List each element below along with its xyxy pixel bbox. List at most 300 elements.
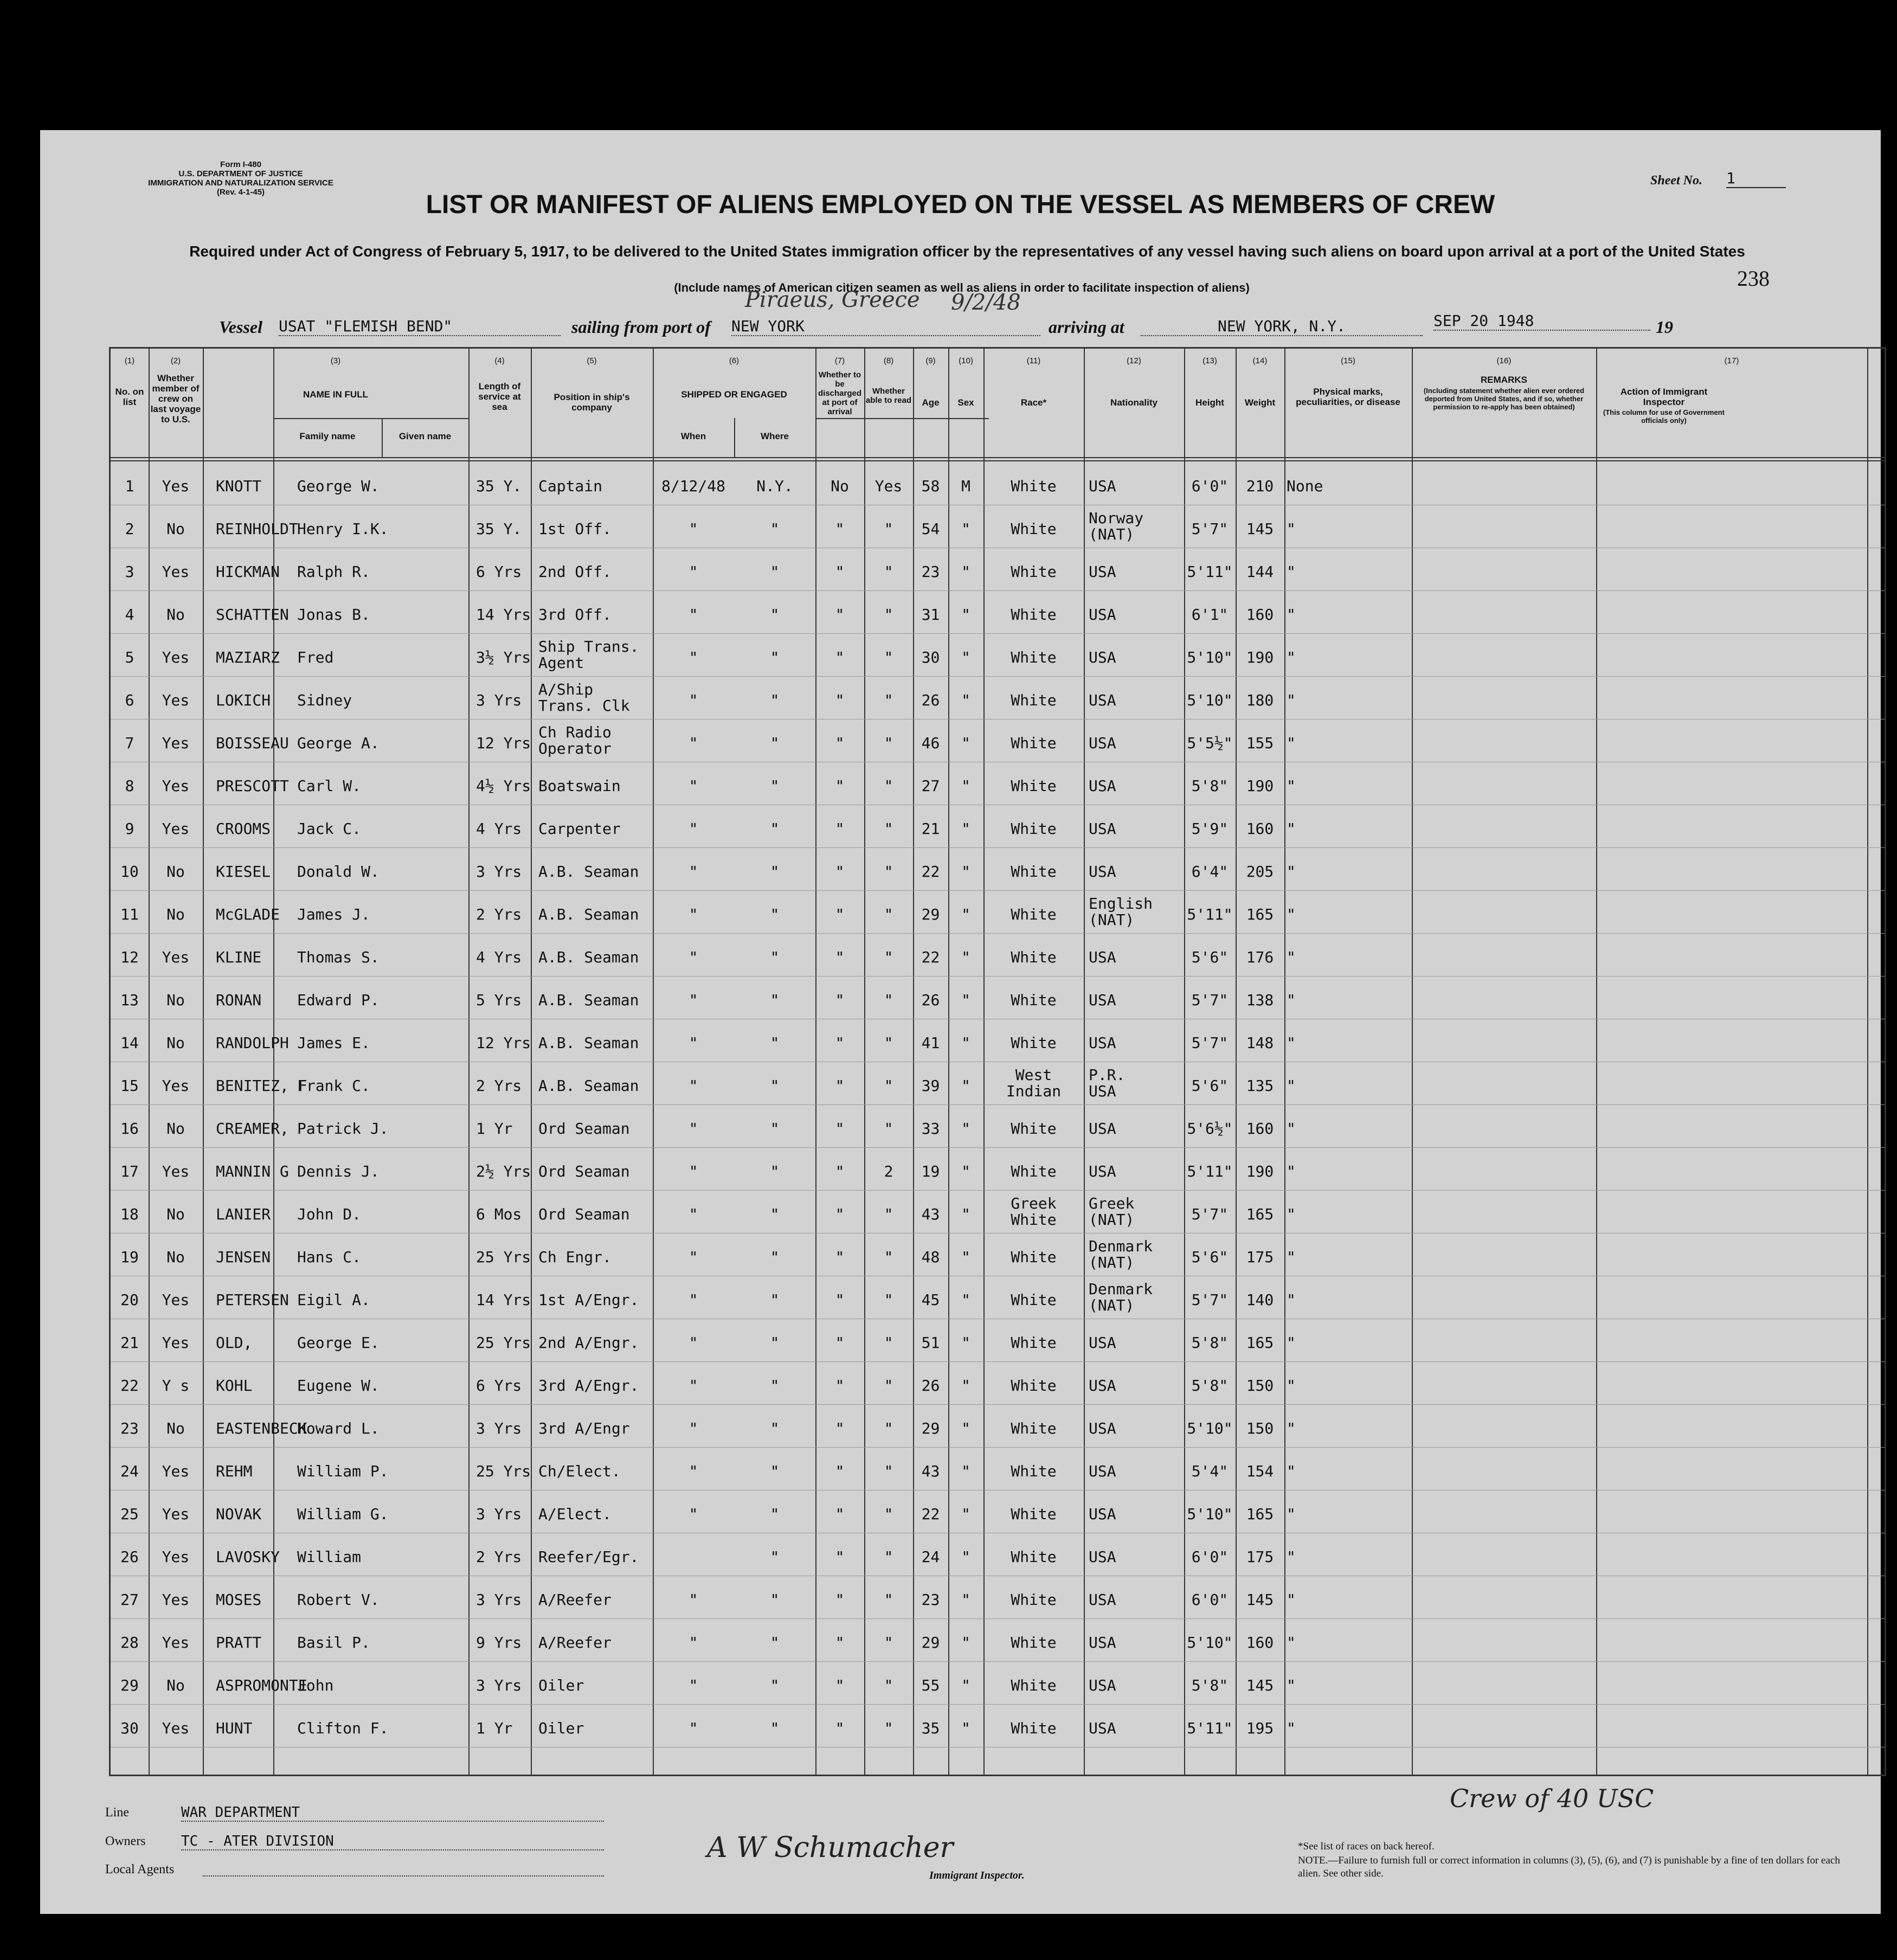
cell-row-number: 11 <box>120 905 139 923</box>
cell-row-number: 21 <box>120 1334 139 1352</box>
cell-able-to-read: " <box>884 1462 893 1480</box>
cell-shipped-when: " <box>689 520 698 538</box>
cell-race: White <box>1011 1377 1057 1395</box>
cell-weight: 140 <box>1246 1291 1274 1309</box>
cell-weight: 160 <box>1246 820 1274 838</box>
cell-shipped-where: " <box>770 1291 780 1309</box>
cell-physical-marks: " <box>1287 1034 1296 1052</box>
cell-able-to-read: " <box>884 648 893 666</box>
cell-position: 1st Off. <box>538 520 612 538</box>
col-7-header: Whether to be discharged at port of arrival <box>818 370 862 416</box>
cell-discharge: " <box>835 648 845 666</box>
cell-sex: " <box>961 1591 970 1609</box>
cell-given-name: Jack C. <box>297 820 362 838</box>
cell-row-number: 3 <box>125 563 134 581</box>
cell-age: 23 <box>921 1591 940 1609</box>
col-17-number: (17) <box>1724 356 1739 365</box>
cell-family-name: RONAN <box>216 991 262 1009</box>
cell-weight: 160 <box>1246 1120 1274 1138</box>
cell-nationality: USA <box>1089 1634 1116 1651</box>
arriving-port: NEW YORK, N.Y. <box>1141 317 1423 336</box>
cell-age: 29 <box>921 1634 940 1651</box>
row-rule <box>111 676 1885 677</box>
cell-position: A/Ship Trans. Clk <box>538 680 630 715</box>
cell-shipped-where: " <box>770 1419 780 1437</box>
cell-shipped-where: " <box>770 691 780 709</box>
cell-weight: 160 <box>1246 1634 1274 1651</box>
cell-age: 22 <box>921 1505 940 1523</box>
cell-family-name: PETERSEN <box>216 1291 289 1309</box>
cell-height: 6'1" <box>1191 606 1229 624</box>
cell-weight: 190 <box>1246 648 1274 666</box>
col-6-header: SHIPPED OR ENGAGED <box>681 389 787 400</box>
cell-row-number: 24 <box>120 1462 139 1480</box>
cell-height: 5'9" <box>1191 820 1229 838</box>
col-16-number: (16) <box>1496 356 1512 365</box>
cell-able-to-read: " <box>884 1719 893 1737</box>
cell-weight: 135 <box>1246 1077 1274 1095</box>
cell-shipped-when: " <box>689 734 698 752</box>
cell-nationality: USA <box>1089 734 1116 752</box>
cell-shipped-when: " <box>689 1077 698 1095</box>
sheet-number: 1 <box>1726 169 1786 188</box>
cell-given-name: Eugene W. <box>297 1377 380 1395</box>
cell-row-number: 22 <box>120 1377 139 1395</box>
col-14-header: Weight <box>1244 397 1276 408</box>
col-8-header: Whether able to read <box>865 387 912 405</box>
cell-shipped-when: " <box>689 1034 698 1052</box>
cell-nationality: USA <box>1089 1719 1116 1737</box>
cell-position: Carpenter <box>538 820 621 838</box>
col-11-header: Race* <box>1020 397 1047 408</box>
col-17-header: Action of Immigrant Inspector <box>1620 387 1708 407</box>
cell-previous-voyage: Yes <box>162 1548 190 1566</box>
cell-nationality: USA <box>1089 820 1116 838</box>
cell-shipped-when: " <box>689 1205 698 1223</box>
cell-discharge: " <box>835 520 845 538</box>
cell-shipped-where: " <box>770 520 780 538</box>
cell-height: 5'6" <box>1191 1077 1229 1095</box>
row-rule <box>111 1404 1885 1405</box>
cell-physical-marks: " <box>1287 1334 1296 1352</box>
cell-nationality: USA <box>1089 563 1116 581</box>
cell-height: 5'10" <box>1187 691 1233 709</box>
cell-position: Oiler <box>538 1719 584 1737</box>
cell-sex: " <box>961 563 970 581</box>
cell-age: 48 <box>921 1248 940 1266</box>
cell-height: 5'7" <box>1191 520 1229 538</box>
cell-discharge: " <box>835 1591 845 1609</box>
cell-sex: " <box>961 1377 970 1395</box>
cell-weight: 138 <box>1246 991 1274 1009</box>
cell-race: White <box>1011 563 1057 581</box>
cell-service-length: 3 Yrs <box>476 1419 522 1437</box>
cell-able-to-read: " <box>884 1377 893 1395</box>
cell-nationality: USA <box>1089 1548 1116 1566</box>
cell-race: White <box>1011 1462 1057 1480</box>
cell-race: White <box>1011 948 1057 966</box>
cell-weight: 154 <box>1246 1462 1274 1480</box>
cell-sex: " <box>961 606 970 624</box>
row-rule <box>111 590 1885 591</box>
cell-able-to-read: " <box>884 820 893 838</box>
col-15-number: (15) <box>1341 356 1355 365</box>
cell-previous-voyage: Yes <box>162 691 190 709</box>
cell-physical-marks: " <box>1287 1719 1296 1737</box>
cell-service-length: 12 Yrs <box>476 734 531 752</box>
cell-physical-marks: " <box>1287 1120 1296 1138</box>
cell-previous-voyage: No <box>166 606 185 624</box>
cell-position: 3rd A/Engr. <box>538 1377 639 1395</box>
cell-nationality: Norway (NAT) <box>1089 509 1144 543</box>
cell-physical-marks: " <box>1287 1077 1296 1095</box>
cell-weight: 160 <box>1246 606 1274 624</box>
cell-family-name: EASTENBECK <box>216 1419 307 1437</box>
cell-nationality: USA <box>1089 777 1116 795</box>
cell-weight: 175 <box>1246 1248 1274 1266</box>
cell-discharge: " <box>835 1162 845 1180</box>
cell-age: 29 <box>921 905 940 923</box>
cell-able-to-read: " <box>884 1077 893 1095</box>
cell-able-to-read: " <box>884 691 893 709</box>
cell-discharge: " <box>835 777 845 795</box>
cell-age: 39 <box>921 1077 940 1095</box>
col-9-header: Age <box>922 397 940 408</box>
cell-physical-marks: " <box>1287 1634 1296 1651</box>
stamp-number: 238 <box>1737 266 1770 291</box>
cell-race: White <box>1011 1334 1057 1352</box>
cell-discharge: " <box>835 1248 845 1266</box>
cell-race: West Indian <box>1006 1066 1062 1100</box>
cell-height: 5'7" <box>1191 1034 1229 1052</box>
cell-weight: 195 <box>1246 1719 1274 1737</box>
cell-sex: " <box>961 1077 970 1095</box>
row-rule <box>111 1447 1885 1448</box>
col-7-number: (7) <box>834 356 845 365</box>
cell-shipped-when: " <box>689 606 698 624</box>
cell-family-name: NOVAK <box>216 1505 262 1523</box>
owners-value: TC - ATER DIVISION <box>181 1833 604 1850</box>
cell-able-to-read: " <box>884 563 893 581</box>
cell-sex: " <box>961 1334 970 1352</box>
cell-age: 41 <box>921 1034 940 1052</box>
cell-sex: " <box>961 1419 970 1437</box>
cell-given-name: Dennis J. <box>297 1162 380 1180</box>
cell-able-to-read: " <box>884 734 893 752</box>
cell-discharge: " <box>835 991 845 1009</box>
cell-height: 5'7" <box>1191 1205 1229 1223</box>
row-rule <box>111 1661 1885 1662</box>
cell-row-number: 29 <box>120 1676 139 1694</box>
cell-family-name: McGLADE <box>216 905 280 923</box>
subtitle: Required under Act of Congress of February 5, 1917, to be delivered to the United States immigration officer by the representatives of any vessel having such aliens on board upon arrival at a port of the United States <box>189 243 1745 260</box>
cell-shipped-where: " <box>770 777 780 795</box>
cell-height: 5'10" <box>1187 1419 1233 1437</box>
local-agents-label: Local Agents <box>105 1862 175 1877</box>
col-15-header: Physical marks, peculiarities, or disease <box>1296 387 1400 407</box>
cell-shipped-where: " <box>770 1248 780 1266</box>
cell-sex: " <box>961 1120 970 1138</box>
cell-service-length: 3 Yrs <box>476 1676 522 1694</box>
cell-height: 5'11" <box>1187 563 1233 581</box>
department-name: U.S. DEPARTMENT OF JUSTICE <box>178 169 303 178</box>
cell-position: 1st A/Engr. <box>538 1291 639 1309</box>
col-2-header: Whether member of crew on last voyage to U.S. <box>150 373 201 425</box>
col-5-header: Position in ship's company <box>554 392 630 413</box>
cell-service-length: 2 Yrs <box>476 1077 522 1095</box>
cell-shipped-when: " <box>689 1719 698 1737</box>
cell-height: 5'11" <box>1187 1162 1233 1180</box>
cell-family-name: BENITEZ, F <box>216 1077 307 1095</box>
cell-nationality: USA <box>1089 1377 1116 1395</box>
cell-shipped-when: " <box>689 691 698 709</box>
cell-discharge: " <box>835 1719 845 1737</box>
cell-row-number: 8 <box>125 777 134 795</box>
cell-race: White <box>1011 1120 1057 1138</box>
cell-service-length: 1 Yr <box>476 1719 513 1737</box>
cell-nationality: USA <box>1089 1162 1116 1180</box>
cell-sex: " <box>961 948 970 966</box>
cell-nationality: USA <box>1089 691 1116 709</box>
cell-position: Ord Seaman <box>538 1205 630 1223</box>
cell-given-name: Carl W. <box>297 777 362 795</box>
cell-shipped-where: " <box>770 991 780 1009</box>
cell-discharge: " <box>835 948 845 966</box>
cell-service-length: 3 Yrs <box>476 863 522 881</box>
cell-previous-voyage: No <box>166 1676 185 1694</box>
cell-able-to-read: 2 <box>884 1162 893 1180</box>
cell-shipped-when: " <box>689 1334 698 1352</box>
cell-service-length: 6 Yrs <box>476 563 522 581</box>
cell-shipped-where: " <box>770 1334 780 1352</box>
cell-discharge: " <box>835 863 845 881</box>
cell-position: A.B. Seaman <box>538 863 639 881</box>
cell-physical-marks: " <box>1287 1505 1296 1523</box>
cell-shipped-when: " <box>689 1462 698 1480</box>
cell-service-length: 6 Yrs <box>476 1377 522 1395</box>
cell-row-number: 1 <box>125 477 134 495</box>
cell-service-length: 4 Yrs <box>476 948 522 966</box>
cell-race: White <box>1011 1676 1057 1694</box>
row-rule <box>111 1147 1885 1148</box>
cell-position: A.B. Seaman <box>538 1034 639 1052</box>
cell-position: Captain <box>538 477 603 495</box>
cell-previous-voyage: No <box>166 1034 185 1052</box>
cell-shipped-when: " <box>689 648 698 666</box>
cell-sex: " <box>961 1676 970 1694</box>
cell-race: White <box>1011 606 1057 624</box>
cell-shipped-when: " <box>689 1120 698 1138</box>
cell-sex: " <box>961 520 970 538</box>
cell-service-length: 2 Yrs <box>476 905 522 923</box>
cell-position: Ord Seaman <box>538 1120 630 1138</box>
cell-physical-marks: " <box>1287 1548 1296 1566</box>
col-10-number: (10) <box>959 356 973 365</box>
cell-position: A.B. Seaman <box>538 948 639 966</box>
cell-given-name: William P. <box>297 1462 389 1480</box>
cell-height: 5'7" <box>1191 1291 1229 1309</box>
cell-previous-voyage: Yes <box>162 1591 190 1609</box>
cell-row-number: 30 <box>120 1719 139 1737</box>
cell-nationality: USA <box>1089 1505 1116 1523</box>
cell-race: White <box>1011 1505 1057 1523</box>
cell-race: White <box>1011 520 1057 538</box>
cell-sex: " <box>961 863 970 881</box>
cell-discharge: " <box>835 563 845 581</box>
cell-able-to-read: " <box>884 1291 893 1309</box>
cell-height: 5'6½" <box>1187 1120 1233 1138</box>
cell-family-name: BOISSEAU <box>216 734 289 752</box>
cell-race: White <box>1011 1034 1057 1052</box>
cell-service-length: 14 Yrs <box>476 606 531 624</box>
cell-position: 2nd A/Engr. <box>538 1334 639 1352</box>
cell-position: Ord Seaman <box>538 1162 630 1180</box>
cell-nationality: P.R. USA <box>1089 1066 1126 1100</box>
cell-shipped-where: " <box>770 1120 780 1138</box>
cell-previous-voyage: No <box>166 991 185 1009</box>
col-3-given-header: Given name <box>398 431 452 441</box>
cell-row-number: 9 <box>125 820 134 838</box>
cell-nationality: Denmark (NAT) <box>1089 1237 1153 1271</box>
cell-discharge: " <box>835 1419 845 1437</box>
cell-physical-marks: " <box>1287 1291 1296 1309</box>
cell-service-length: 3 Yrs <box>476 691 522 709</box>
cell-service-length: 4 Yrs <box>476 820 522 838</box>
cell-race: White <box>1011 905 1057 923</box>
inspector-label: Immigrant Inspector. <box>929 1869 1025 1881</box>
cell-position: A/Elect. <box>538 1505 612 1523</box>
cell-physical-marks: None <box>1287 477 1323 495</box>
col-2-number: (2) <box>170 356 181 365</box>
cell-given-name: Basil P. <box>297 1634 370 1651</box>
col-5-number: (5) <box>587 356 597 365</box>
col-16-note: (Including statement whether alien ever ordered deported from United States, and if so, whether permission to re-apply has been obtained) <box>1423 387 1585 411</box>
cell-discharge: " <box>835 1034 845 1052</box>
cell-family-name: LANIER <box>216 1205 271 1223</box>
cell-previous-voyage: Yes <box>162 1162 190 1180</box>
cell-able-to-read: " <box>884 1205 893 1223</box>
cell-position: Ch Radio Operator <box>538 723 612 757</box>
cell-discharge: " <box>835 1505 845 1523</box>
cell-position: 2nd Off. <box>538 563 612 581</box>
sheet-label: Sheet No. <box>1650 173 1702 188</box>
row-rule <box>111 1704 1885 1705</box>
cell-nationality: USA <box>1089 863 1116 881</box>
cell-weight: 155 <box>1246 734 1274 752</box>
cell-nationality: USA <box>1089 477 1116 495</box>
cell-race: White <box>1011 1634 1057 1651</box>
cell-nationality: USA <box>1089 948 1116 966</box>
cell-sex: " <box>961 991 970 1009</box>
cell-previous-voyage: Yes <box>162 1719 190 1737</box>
cell-given-name: Edward P. <box>297 991 380 1009</box>
cell-sex: " <box>961 1548 970 1566</box>
cell-shipped-where: " <box>770 1462 780 1480</box>
cell-given-name: William G. <box>297 1505 389 1523</box>
cell-nationality: English (NAT) <box>1089 895 1153 929</box>
cell-age: 21 <box>921 820 940 838</box>
cell-physical-marks: " <box>1287 948 1296 966</box>
line-label: Line <box>105 1805 129 1820</box>
line-value: WAR DEPARTMENT <box>181 1804 604 1822</box>
cell-given-name: Eigil A. <box>297 1291 370 1309</box>
cell-height: 5'10" <box>1187 648 1233 666</box>
cell-physical-marks: " <box>1287 1419 1296 1437</box>
cell-previous-voyage: Yes <box>162 563 190 581</box>
col-11-number: (11) <box>1026 356 1041 365</box>
row-rule <box>111 633 1885 634</box>
cell-race: White <box>1011 991 1057 1009</box>
col-14-number: (14) <box>1252 356 1268 365</box>
cell-previous-voyage: No <box>166 520 185 538</box>
cell-family-name: LOKICH <box>216 691 271 709</box>
cell-able-to-read: " <box>884 991 893 1009</box>
cell-height: 5'5½" <box>1187 734 1233 752</box>
cell-able-to-read: " <box>884 1634 893 1651</box>
cell-physical-marks: " <box>1287 820 1296 838</box>
cell-physical-marks: " <box>1287 991 1296 1009</box>
cell-able-to-read: " <box>884 1548 893 1566</box>
row-rule <box>111 1104 1885 1105</box>
cell-physical-marks: " <box>1287 1676 1296 1694</box>
col-6-when-header: When <box>680 431 706 441</box>
row-rule <box>111 1190 1885 1191</box>
cell-row-number: 19 <box>120 1248 139 1266</box>
cell-family-name: JENSEN <box>216 1248 271 1266</box>
cell-row-number: 27 <box>120 1591 139 1609</box>
cell-family-name: KIESEL <box>216 863 271 881</box>
cell-row-number: 18 <box>120 1205 139 1223</box>
cell-row-number: 2 <box>125 520 134 538</box>
cell-physical-marks: " <box>1287 1462 1296 1480</box>
cell-family-name: HUNT <box>216 1719 253 1737</box>
cell-service-length: 3 Yrs <box>476 1505 522 1523</box>
cell-discharge: " <box>835 606 845 624</box>
service-name: IMMIGRATION AND NATURALIZATION SERVICE <box>148 178 333 188</box>
cell-sex: " <box>961 1505 970 1523</box>
cell-shipped-where: " <box>770 606 780 624</box>
cell-height: 5'6" <box>1191 948 1229 966</box>
cell-position: Reefer/Egr. <box>538 1548 639 1566</box>
sailing-label: sailing from port of <box>571 317 711 337</box>
cell-nationality: USA <box>1089 1591 1116 1609</box>
cell-row-number: 25 <box>120 1505 139 1523</box>
cell-shipped-where: " <box>770 1377 780 1395</box>
cell-shipped-where: " <box>770 1548 780 1566</box>
cell-physical-marks: " <box>1287 1591 1296 1609</box>
cell-height: 5'10" <box>1187 1634 1233 1651</box>
cell-position: A.B. Seaman <box>538 905 639 923</box>
cell-family-name: REHM <box>216 1462 253 1480</box>
cell-shipped-when: " <box>689 863 698 881</box>
cell-able-to-read: " <box>884 1505 893 1523</box>
cell-height: 6'4" <box>1191 863 1229 881</box>
cell-sex: " <box>961 1634 970 1651</box>
cell-shipped-where: " <box>770 1077 780 1095</box>
cell-shipped-where: " <box>770 734 780 752</box>
cell-shipped-when: " <box>689 777 698 795</box>
cell-discharge: " <box>835 734 845 752</box>
cell-age: 51 <box>921 1334 940 1352</box>
cell-family-name: CROOMS <box>216 820 271 838</box>
cell-shipped-when: " <box>689 1377 698 1395</box>
cell-shipped-when: " <box>689 905 698 923</box>
row-rule <box>111 933 1885 934</box>
cell-previous-voyage: Y s <box>162 1377 190 1395</box>
cell-race: White <box>1011 1419 1057 1437</box>
cell-given-name: Henry I.K. <box>297 520 389 538</box>
cell-weight: 205 <box>1246 863 1274 881</box>
